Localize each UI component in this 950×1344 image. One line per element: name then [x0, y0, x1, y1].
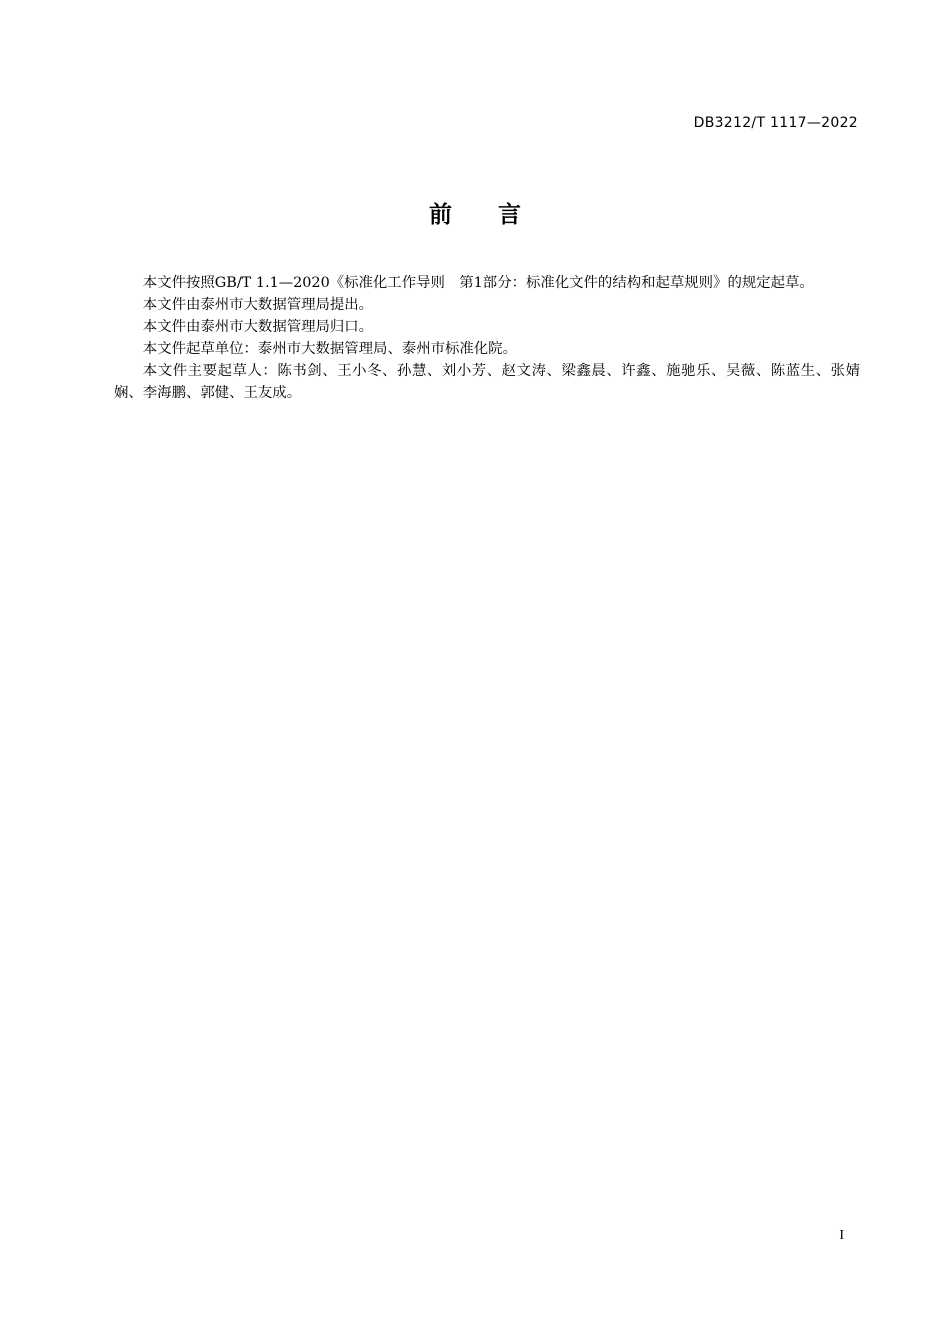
paragraph-proposer: 本文件由泰州市大数据管理局提出。 — [142, 297, 374, 313]
paragraph-administrator: 本文件由泰州市大数据管理局归口。 — [142, 319, 374, 335]
paragraph-drafting-units: 本文件起草单位：泰州市大数据管理局、泰州市标准化院。 — [142, 341, 517, 357]
foreword-body — [114, 272, 860, 404]
page-title: 前言 — [429, 202, 567, 228]
document-number: DB3212/T 1117—2022 — [693, 115, 858, 131]
paragraph-drafters: 本文件主要起草人：陈书剑、王小冬、孙慧、刘小芳、赵文涛、梁鑫晨、许鑫、施驰乐、吴薇、陈蓝生、张婧娴、李海鹏、郭健、王友成。 — [114, 363, 860, 401]
paragraph-drafting-rules: 本文件按照GB/T 1.1—2020《标准化工作导则 第1部分：标准化文件的结构和起草规则》的规定起草。 — [142, 275, 814, 291]
page-number: I — [839, 1228, 844, 1243]
